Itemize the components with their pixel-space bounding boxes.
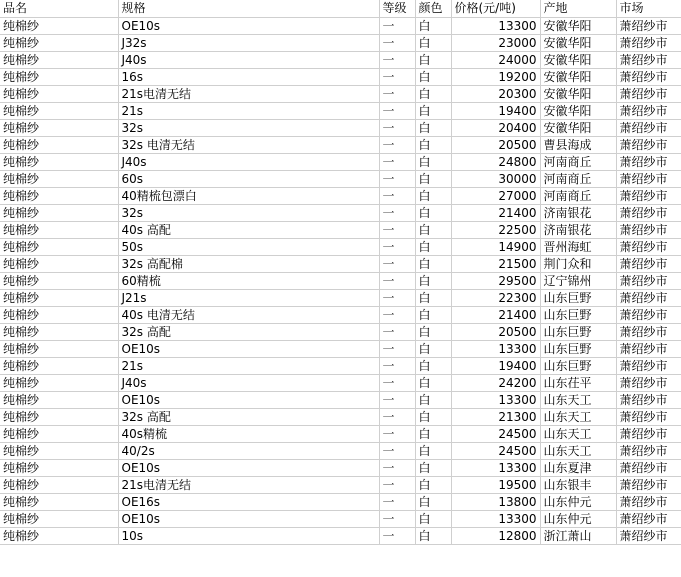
cell-grade: 一 <box>379 357 415 374</box>
cell-grade: 一 <box>379 17 415 34</box>
table-row <box>0 187 681 204</box>
cell-market: 萧绍纱市 <box>616 255 681 272</box>
cell-color: 白 <box>415 340 451 357</box>
cell-grade: 一 <box>379 306 415 323</box>
cell-market: 萧绍纱市 <box>616 102 681 119</box>
cell-price: 19500 <box>451 476 540 493</box>
cell-product-name: 纯棉纱 <box>0 374 118 391</box>
table-row <box>0 340 681 357</box>
cell-product-name: 纯棉纱 <box>0 459 118 476</box>
cell-origin: 山东巨野 <box>540 306 616 323</box>
cell-color: 白 <box>415 153 451 170</box>
cell-grade: 一 <box>379 374 415 391</box>
cell-origin: 浙江萧山 <box>540 527 616 544</box>
cell-origin: 安徽华阳 <box>540 85 616 102</box>
cell-origin: 安徽华阳 <box>540 68 616 85</box>
cell-market: 萧绍纱市 <box>616 119 681 136</box>
cell-grade: 一 <box>379 51 415 68</box>
cell-price: 13300 <box>451 459 540 476</box>
cell-product-name: 纯棉纱 <box>0 170 118 187</box>
cell-price: 21400 <box>451 306 540 323</box>
cell-origin: 山东巨野 <box>540 340 616 357</box>
table-row <box>0 510 681 527</box>
table-row <box>0 34 681 51</box>
table-row <box>0 119 681 136</box>
cell-spec: J40s <box>118 374 379 391</box>
cell-origin: 安徽华阳 <box>540 119 616 136</box>
cell-origin: 荆门众和 <box>540 255 616 272</box>
cell-market: 萧绍纱市 <box>616 459 681 476</box>
cell-origin: 山东巨野 <box>540 289 616 306</box>
cell-spec: 21s <box>118 357 379 374</box>
cell-color: 白 <box>415 68 451 85</box>
cell-grade: 一 <box>379 459 415 476</box>
cell-spec: J21s <box>118 289 379 306</box>
cell-origin: 河南商丘 <box>540 187 616 204</box>
cell-price: 20500 <box>451 323 540 340</box>
cell-color: 白 <box>415 459 451 476</box>
cell-price: 22300 <box>451 289 540 306</box>
cell-color: 白 <box>415 493 451 510</box>
cell-color: 白 <box>415 527 451 544</box>
cell-color: 白 <box>415 289 451 306</box>
cell-origin: 山东巨野 <box>540 323 616 340</box>
cell-price: 24500 <box>451 442 540 459</box>
cell-spec: 60s <box>118 170 379 187</box>
cell-market: 萧绍纱市 <box>616 136 681 153</box>
table-row <box>0 425 681 442</box>
cell-origin: 安徽华阳 <box>540 17 616 34</box>
cell-price: 20400 <box>451 119 540 136</box>
cell-color: 白 <box>415 136 451 153</box>
cell-market: 萧绍纱市 <box>616 153 681 170</box>
cell-grade: 一 <box>379 85 415 102</box>
cell-product-name: 纯棉纱 <box>0 68 118 85</box>
cell-market: 萧绍纱市 <box>616 51 681 68</box>
table-row <box>0 442 681 459</box>
col-header-spec: 规格 <box>118 0 379 17</box>
col-header-grade: 等级 <box>379 0 415 17</box>
cell-spec: 60精梳 <box>118 272 379 289</box>
cell-spec: 32s 高配 <box>118 323 379 340</box>
cell-price: 21500 <box>451 255 540 272</box>
table-row <box>0 170 681 187</box>
cell-color: 白 <box>415 476 451 493</box>
table-row <box>0 323 681 340</box>
cell-grade: 一 <box>379 527 415 544</box>
cell-market: 萧绍纱市 <box>616 340 681 357</box>
cell-market: 萧绍纱市 <box>616 68 681 85</box>
cell-market: 萧绍纱市 <box>616 221 681 238</box>
cell-product-name: 纯棉纱 <box>0 187 118 204</box>
cell-grade: 一 <box>379 493 415 510</box>
cell-spec: 32s <box>118 119 379 136</box>
cell-color: 白 <box>415 119 451 136</box>
cell-market: 萧绍纱市 <box>616 204 681 221</box>
table-row <box>0 136 681 153</box>
cell-origin: 晋州海虹 <box>540 238 616 255</box>
cell-origin: 安徽华阳 <box>540 102 616 119</box>
cell-price: 14900 <box>451 238 540 255</box>
cell-market: 萧绍纱市 <box>616 425 681 442</box>
cell-product-name: 纯棉纱 <box>0 51 118 68</box>
cell-price: 19400 <box>451 357 540 374</box>
table-row <box>0 289 681 306</box>
cell-color: 白 <box>415 51 451 68</box>
cell-color: 白 <box>415 374 451 391</box>
cell-grade: 一 <box>379 153 415 170</box>
cell-grade: 一 <box>379 187 415 204</box>
cell-grade: 一 <box>379 102 415 119</box>
cell-color: 白 <box>415 255 451 272</box>
cell-color: 白 <box>415 204 451 221</box>
cell-grade: 一 <box>379 442 415 459</box>
cell-origin: 山东天工 <box>540 391 616 408</box>
cell-price: 29500 <box>451 272 540 289</box>
cell-product-name: 纯棉纱 <box>0 510 118 527</box>
cell-spec: 40/2s <box>118 442 379 459</box>
cell-spec: J40s <box>118 51 379 68</box>
table-row <box>0 476 681 493</box>
cell-grade: 一 <box>379 425 415 442</box>
cell-spec: 32s <box>118 204 379 221</box>
cell-market: 萧绍纱市 <box>616 34 681 51</box>
cell-color: 白 <box>415 272 451 289</box>
table-row <box>0 493 681 510</box>
cell-market: 萧绍纱市 <box>616 510 681 527</box>
cell-market: 萧绍纱市 <box>616 238 681 255</box>
cell-spec: 21s电清无结 <box>118 476 379 493</box>
cell-grade: 一 <box>379 221 415 238</box>
cell-color: 白 <box>415 425 451 442</box>
table-row <box>0 374 681 391</box>
cell-color: 白 <box>415 442 451 459</box>
col-header-price: 价格(元/吨) <box>451 0 540 17</box>
table-row <box>0 391 681 408</box>
cell-grade: 一 <box>379 255 415 272</box>
cell-grade: 一 <box>379 391 415 408</box>
cell-grade: 一 <box>379 119 415 136</box>
table-row <box>0 527 681 544</box>
cell-origin: 山东巨野 <box>540 357 616 374</box>
cell-origin: 山东银丰 <box>540 476 616 493</box>
cell-origin: 山东天工 <box>540 425 616 442</box>
cell-product-name: 纯棉纱 <box>0 272 118 289</box>
cell-product-name: 纯棉纱 <box>0 153 118 170</box>
cell-price: 20300 <box>451 85 540 102</box>
table-row <box>0 357 681 374</box>
cell-product-name: 纯棉纱 <box>0 102 118 119</box>
cell-origin: 河南商丘 <box>540 170 616 187</box>
cell-color: 白 <box>415 34 451 51</box>
header-row <box>0 0 681 17</box>
cell-market: 萧绍纱市 <box>616 17 681 34</box>
cell-market: 萧绍纱市 <box>616 527 681 544</box>
cell-product-name: 纯棉纱 <box>0 85 118 102</box>
cell-spec: 40s精梳 <box>118 425 379 442</box>
cell-spec: 50s <box>118 238 379 255</box>
table-row <box>0 238 681 255</box>
cell-spec: 10s <box>118 527 379 544</box>
cell-grade: 一 <box>379 170 415 187</box>
cell-color: 白 <box>415 408 451 425</box>
cell-price: 24200 <box>451 374 540 391</box>
cell-market: 萧绍纱市 <box>616 187 681 204</box>
cell-grade: 一 <box>379 340 415 357</box>
cell-origin: 济南银花 <box>540 221 616 238</box>
cell-product-name: 纯棉纱 <box>0 323 118 340</box>
cell-spec: OE10s <box>118 459 379 476</box>
col-header-product-name: 品名 <box>0 0 118 17</box>
cell-origin: 山东夏津 <box>540 459 616 476</box>
col-header-market: 市场 <box>616 0 681 17</box>
cell-origin: 河南商丘 <box>540 153 616 170</box>
table-row <box>0 408 681 425</box>
cell-price: 27000 <box>451 187 540 204</box>
cell-color: 白 <box>415 357 451 374</box>
cell-spec: 21s <box>118 102 379 119</box>
cell-product-name: 纯棉纱 <box>0 340 118 357</box>
cell-market: 萧绍纱市 <box>616 408 681 425</box>
cell-price: 24500 <box>451 425 540 442</box>
cell-color: 白 <box>415 323 451 340</box>
table-row <box>0 17 681 34</box>
cell-spec: OE10s <box>118 340 379 357</box>
cell-spec: 16s <box>118 68 379 85</box>
cell-product-name: 纯棉纱 <box>0 289 118 306</box>
cell-price: 22500 <box>451 221 540 238</box>
cell-product-name: 纯棉纱 <box>0 255 118 272</box>
cell-price: 21400 <box>451 204 540 221</box>
cell-color: 白 <box>415 170 451 187</box>
cell-product-name: 纯棉纱 <box>0 493 118 510</box>
cell-price: 19200 <box>451 68 540 85</box>
cell-product-name: 纯棉纱 <box>0 119 118 136</box>
cell-market: 萧绍纱市 <box>616 85 681 102</box>
cell-spec: 32s 高配棉 <box>118 255 379 272</box>
cell-market: 萧绍纱市 <box>616 374 681 391</box>
cell-price: 13300 <box>451 340 540 357</box>
table-row <box>0 102 681 119</box>
cell-origin: 辽宁锦州 <box>540 272 616 289</box>
cell-product-name: 纯棉纱 <box>0 425 118 442</box>
cell-price: 30000 <box>451 170 540 187</box>
cell-spec: J40s <box>118 153 379 170</box>
table-body <box>0 17 681 544</box>
table-row <box>0 204 681 221</box>
cell-spec: J32s <box>118 34 379 51</box>
cell-origin: 山东天工 <box>540 442 616 459</box>
cell-product-name: 纯棉纱 <box>0 136 118 153</box>
cell-grade: 一 <box>379 289 415 306</box>
cell-market: 萧绍纱市 <box>616 493 681 510</box>
table-row <box>0 153 681 170</box>
cell-product-name: 纯棉纱 <box>0 34 118 51</box>
cell-grade: 一 <box>379 34 415 51</box>
table-row <box>0 255 681 272</box>
cell-color: 白 <box>415 187 451 204</box>
cell-price: 24000 <box>451 51 540 68</box>
cell-spec: 32s 高配 <box>118 408 379 425</box>
cell-origin: 山东天工 <box>540 408 616 425</box>
cell-price: 23000 <box>451 34 540 51</box>
cell-product-name: 纯棉纱 <box>0 17 118 34</box>
cell-market: 萧绍纱市 <box>616 289 681 306</box>
cell-origin: 安徽华阳 <box>540 51 616 68</box>
cell-origin: 曹县海成 <box>540 136 616 153</box>
cell-price: 12800 <box>451 527 540 544</box>
cell-color: 白 <box>415 85 451 102</box>
cell-price: 24800 <box>451 153 540 170</box>
cell-spec: OE10s <box>118 510 379 527</box>
cell-market: 萧绍纱市 <box>616 442 681 459</box>
cell-market: 萧绍纱市 <box>616 272 681 289</box>
cell-color: 白 <box>415 238 451 255</box>
cell-grade: 一 <box>379 68 415 85</box>
cell-price: 13800 <box>451 493 540 510</box>
cell-origin: 安徽华阳 <box>540 34 616 51</box>
cell-market: 萧绍纱市 <box>616 170 681 187</box>
table-row <box>0 221 681 238</box>
cell-spec: 21s电清无结 <box>118 85 379 102</box>
cell-spec: 40精梳包漂白 <box>118 187 379 204</box>
cell-grade: 一 <box>379 510 415 527</box>
cell-product-name: 纯棉纱 <box>0 221 118 238</box>
cell-color: 白 <box>415 306 451 323</box>
col-header-origin: 产地 <box>540 0 616 17</box>
cell-price: 13300 <box>451 17 540 34</box>
cell-market: 萧绍纱市 <box>616 323 681 340</box>
cell-color: 白 <box>415 510 451 527</box>
cell-product-name: 纯棉纱 <box>0 238 118 255</box>
cell-spec: 40s 高配 <box>118 221 379 238</box>
cell-grade: 一 <box>379 204 415 221</box>
table-row <box>0 68 681 85</box>
table-row <box>0 306 681 323</box>
cell-product-name: 纯棉纱 <box>0 442 118 459</box>
col-header-color: 颜色 <box>415 0 451 17</box>
cell-price: 20500 <box>451 136 540 153</box>
cell-spec: OE10s <box>118 391 379 408</box>
table-row <box>0 51 681 68</box>
cell-market: 萧绍纱市 <box>616 391 681 408</box>
cell-product-name: 纯棉纱 <box>0 476 118 493</box>
cell-product-name: 纯棉纱 <box>0 527 118 544</box>
cell-grade: 一 <box>379 238 415 255</box>
cell-spec: 32s 电清无结 <box>118 136 379 153</box>
cell-color: 白 <box>415 391 451 408</box>
table-row <box>0 272 681 289</box>
table-row <box>0 459 681 476</box>
cell-product-name: 纯棉纱 <box>0 204 118 221</box>
cell-color: 白 <box>415 102 451 119</box>
cell-spec: 40s 电清无结 <box>118 306 379 323</box>
table-row <box>0 85 681 102</box>
cell-price: 13300 <box>451 391 540 408</box>
cell-spec: OE10s <box>118 17 379 34</box>
cell-product-name: 纯棉纱 <box>0 357 118 374</box>
cell-grade: 一 <box>379 272 415 289</box>
cell-market: 萧绍纱市 <box>616 476 681 493</box>
cell-price: 19400 <box>451 102 540 119</box>
cell-color: 白 <box>415 17 451 34</box>
cell-market: 萧绍纱市 <box>616 357 681 374</box>
cell-origin: 山东仲元 <box>540 510 616 527</box>
cell-origin: 济南银花 <box>540 204 616 221</box>
cell-price: 13300 <box>451 510 540 527</box>
cell-product-name: 纯棉纱 <box>0 391 118 408</box>
cell-grade: 一 <box>379 136 415 153</box>
cell-price: 21300 <box>451 408 540 425</box>
cell-market: 萧绍纱市 <box>616 306 681 323</box>
cell-grade: 一 <box>379 408 415 425</box>
cell-product-name: 纯棉纱 <box>0 306 118 323</box>
cell-product-name: 纯棉纱 <box>0 408 118 425</box>
cell-spec: OE16s <box>118 493 379 510</box>
cell-origin: 山东茌平 <box>540 374 616 391</box>
cell-grade: 一 <box>379 476 415 493</box>
cell-origin: 山东仲元 <box>540 493 616 510</box>
cell-color: 白 <box>415 221 451 238</box>
cell-grade: 一 <box>379 323 415 340</box>
